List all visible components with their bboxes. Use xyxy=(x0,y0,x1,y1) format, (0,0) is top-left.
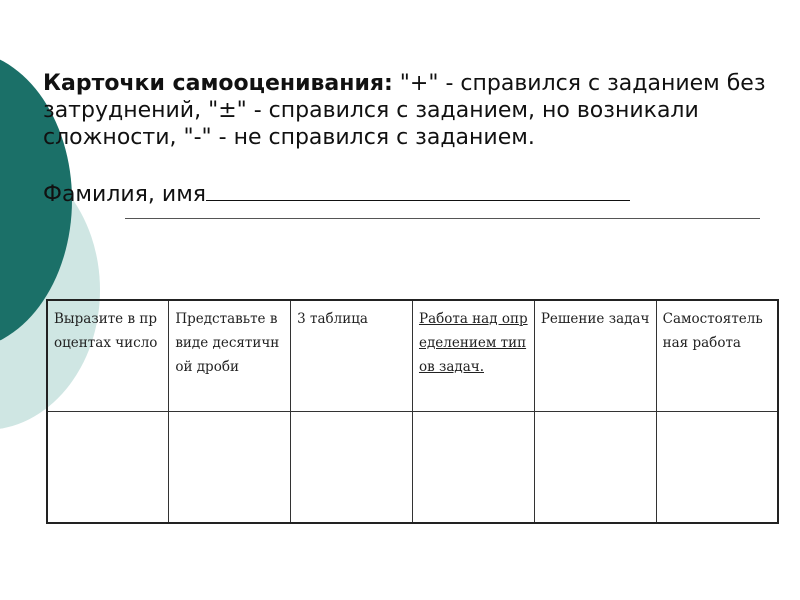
name-field-row xyxy=(43,181,630,208)
column-header-table3: 3 таблица xyxy=(291,300,413,411)
separator-line xyxy=(125,218,760,219)
instructions-title: Карточки самооценивания: xyxy=(43,71,393,96)
instructions-body: "+" - справился с заданием без затруднений, "±" - справился с заданием, но возникали сложности, "-" - не справился с заданием. xyxy=(43,71,766,150)
column-header-problem-solving: Решение задач xyxy=(534,300,656,411)
name-label: Фамилия, имя xyxy=(43,182,207,207)
table-cell[interactable] xyxy=(412,411,534,523)
column-header-decimal: Представьте в виде десятичной дроби xyxy=(169,300,291,411)
table-cell[interactable] xyxy=(534,411,656,523)
name-fill-line[interactable] xyxy=(206,181,630,201)
column-header-percent: Выразите в процентах число xyxy=(47,300,169,411)
table-cell[interactable] xyxy=(291,411,413,523)
column-header-task-types: Работа над определением типов задач. xyxy=(412,300,534,411)
column-header-independent-work: Самостоятельная работа xyxy=(656,300,778,411)
table-cell[interactable] xyxy=(656,411,778,523)
table-cell[interactable] xyxy=(169,411,291,523)
self-assessment-table xyxy=(46,299,779,524)
table-cell[interactable] xyxy=(47,411,169,523)
instructions-text xyxy=(43,70,773,151)
table-row xyxy=(47,411,778,523)
table-header-row xyxy=(47,300,778,411)
